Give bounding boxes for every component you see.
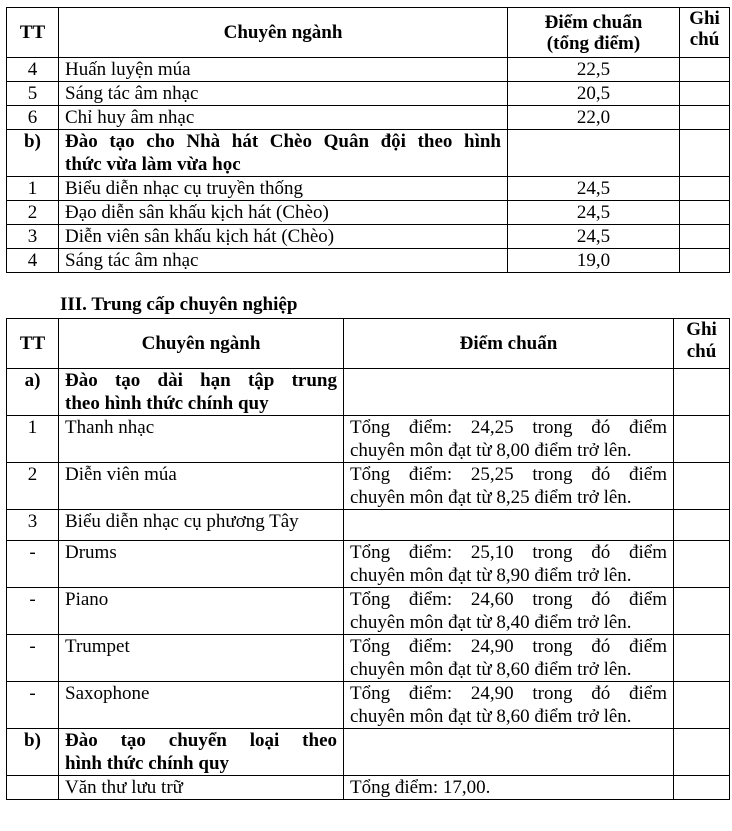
table-row xyxy=(7,106,730,130)
row-major: Biểu diễn nhạc cụ truyền thống xyxy=(59,177,508,201)
row-score xyxy=(344,588,674,635)
row-score: Tổng điểm: 17,00. xyxy=(344,776,674,800)
table-header-row xyxy=(7,319,730,369)
row-score-line2: chuyên môn đạt từ 8,60 điểm trở lên. xyxy=(350,659,632,680)
row-note xyxy=(674,682,730,729)
group-note xyxy=(680,130,730,177)
table-row xyxy=(7,58,730,82)
table-row xyxy=(7,541,730,588)
row-major: Biểu diễn nhạc cụ phương Tây xyxy=(59,510,344,541)
group-score xyxy=(344,729,674,776)
group-title xyxy=(59,369,344,416)
header-score xyxy=(508,8,680,58)
row-note xyxy=(674,541,730,588)
row-note xyxy=(674,635,730,682)
row-note xyxy=(674,588,730,635)
row-tt: 4 xyxy=(7,58,59,82)
row-tt: 1 xyxy=(7,177,59,201)
table-row xyxy=(7,177,730,201)
row-score: 24,5 xyxy=(508,177,680,201)
row-score-line2: chuyên môn đạt từ 8,00 điểm trở lên. xyxy=(350,440,632,461)
row-tt: - xyxy=(7,588,59,635)
row-score xyxy=(344,510,674,541)
table-row xyxy=(7,635,730,682)
group-title-line1: Đào tạo dài hạn tập trung xyxy=(65,370,337,391)
row-note xyxy=(680,225,730,249)
row-score xyxy=(344,463,674,510)
row-score: 19,0 xyxy=(508,249,680,273)
header-note xyxy=(680,8,730,58)
group-score xyxy=(508,130,680,177)
table-row xyxy=(7,249,730,273)
row-major: Drums xyxy=(59,541,344,588)
group-title-line2: thức vừa làm vừa học xyxy=(65,154,241,175)
row-major: Chỉ huy âm nhạc xyxy=(59,106,508,130)
row-score: 24,5 xyxy=(508,201,680,225)
table-row xyxy=(7,510,730,541)
row-note xyxy=(680,106,730,130)
row-tt xyxy=(7,776,59,800)
row-score-line1: Tổng điểm: 24,25 trong đó điểm xyxy=(350,417,667,438)
table-row xyxy=(7,201,730,225)
table-row xyxy=(7,225,730,249)
row-score xyxy=(344,541,674,588)
row-major: Sáng tác âm nhạc xyxy=(59,82,508,106)
header-score-line1: Điểm chuẩn xyxy=(544,11,643,33)
table-row xyxy=(7,682,730,729)
row-score-line2: chuyên môn đạt từ 8,60 điểm trở lên. xyxy=(350,706,632,727)
table-row xyxy=(7,463,730,510)
group-row-b xyxy=(7,130,730,177)
row-tt: 5 xyxy=(7,82,59,106)
group-note xyxy=(674,729,730,776)
group-tt: b) xyxy=(7,729,59,776)
row-note xyxy=(680,177,730,201)
row-note xyxy=(674,416,730,463)
table-header-row xyxy=(7,8,730,58)
group-title xyxy=(59,130,508,177)
row-score xyxy=(344,416,674,463)
header-note-line1: Ghi xyxy=(686,319,717,340)
row-major: Diễn viên múa xyxy=(59,463,344,510)
group-tt: a) xyxy=(7,369,59,416)
row-major: Văn thư lưu trữ xyxy=(59,776,344,800)
group-title-line1: Đào tạo cho Nhà hát Chèo Quân đội theo hình xyxy=(65,131,501,152)
group-note xyxy=(674,369,730,416)
row-major: Trumpet xyxy=(59,635,344,682)
header-note xyxy=(674,319,730,369)
row-tt: 2 xyxy=(7,463,59,510)
group-title-line2: hình thức chính quy xyxy=(65,753,230,774)
header-major: Chuyên ngành xyxy=(59,319,344,369)
header-note-line1: Ghi xyxy=(689,8,720,29)
group-score xyxy=(344,369,674,416)
group-title-line2: theo hình thức chính quy xyxy=(65,393,269,414)
header-score-line2: (tổng điểm) xyxy=(546,32,641,54)
row-tt: 3 xyxy=(7,225,59,249)
admission-table-secondary xyxy=(6,318,730,800)
row-note xyxy=(674,510,730,541)
row-score: 22,0 xyxy=(508,106,680,130)
row-note xyxy=(680,58,730,82)
table-row xyxy=(7,588,730,635)
row-note xyxy=(680,82,730,106)
row-note xyxy=(674,776,730,800)
row-tt: 6 xyxy=(7,106,59,130)
row-score-line2: chuyên môn đạt từ 8,25 điểm trở lên. xyxy=(350,487,632,508)
row-score: 20,5 xyxy=(508,82,680,106)
row-score-line1: Tổng điểm: 25,10 trong đó điểm xyxy=(350,542,667,563)
header-major: Chuyên ngành xyxy=(59,8,508,58)
row-score-line1: Tổng điểm: 24,90 trong đó điểm xyxy=(350,683,667,704)
group-title xyxy=(59,729,344,776)
row-score xyxy=(344,635,674,682)
section-title: III. Trung cấp chuyên nghiệp xyxy=(60,294,298,315)
table-row xyxy=(7,82,730,106)
row-score-line2: chuyên môn đạt từ 8,40 điểm trở lên. xyxy=(350,612,632,633)
row-score-line1: Tổng điểm: 24,90 trong đó điểm xyxy=(350,636,667,657)
row-major: Huấn luyện múa xyxy=(59,58,508,82)
row-major: Piano xyxy=(59,588,344,635)
table-row xyxy=(7,776,730,800)
group-title-line1: Đào tạo chuyển loại theo xyxy=(65,730,337,751)
row-score: 22,5 xyxy=(508,58,680,82)
row-major: Diễn viên sân khấu kịch hát (Chèo) xyxy=(59,225,508,249)
table-row xyxy=(7,416,730,463)
row-score xyxy=(344,682,674,729)
row-tt: 4 xyxy=(7,249,59,273)
row-score-line1: Tổng điểm: 25,25 trong đó điểm xyxy=(350,464,667,485)
row-score: 24,5 xyxy=(508,225,680,249)
group-row-b xyxy=(7,729,730,776)
row-score-line1: Tổng điểm: 24,60 trong đó điểm xyxy=(350,589,667,610)
row-major: Thanh nhạc xyxy=(59,416,344,463)
row-tt: - xyxy=(7,635,59,682)
row-tt: 1 xyxy=(7,416,59,463)
admission-table-upper xyxy=(6,7,730,273)
row-note xyxy=(674,463,730,510)
row-major: Đạo diễn sân khấu kịch hát (Chèo) xyxy=(59,201,508,225)
row-major: Saxophone xyxy=(59,682,344,729)
header-tt: TT xyxy=(7,8,59,58)
row-tt: 2 xyxy=(7,201,59,225)
group-row-a xyxy=(7,369,730,416)
row-note xyxy=(680,201,730,225)
row-score-line2: chuyên môn đạt từ 8,90 điểm trở lên. xyxy=(350,565,632,586)
header-tt: TT xyxy=(7,319,59,369)
group-tt: b) xyxy=(7,130,59,177)
row-tt: - xyxy=(7,541,59,588)
row-tt: 3 xyxy=(7,510,59,541)
header-note-line2: chú xyxy=(689,29,720,50)
header-note-line2: chú xyxy=(686,341,717,362)
row-major: Sáng tác âm nhạc xyxy=(59,249,508,273)
row-note xyxy=(680,249,730,273)
row-tt: - xyxy=(7,682,59,729)
header-score: Điểm chuẩn xyxy=(344,319,674,369)
